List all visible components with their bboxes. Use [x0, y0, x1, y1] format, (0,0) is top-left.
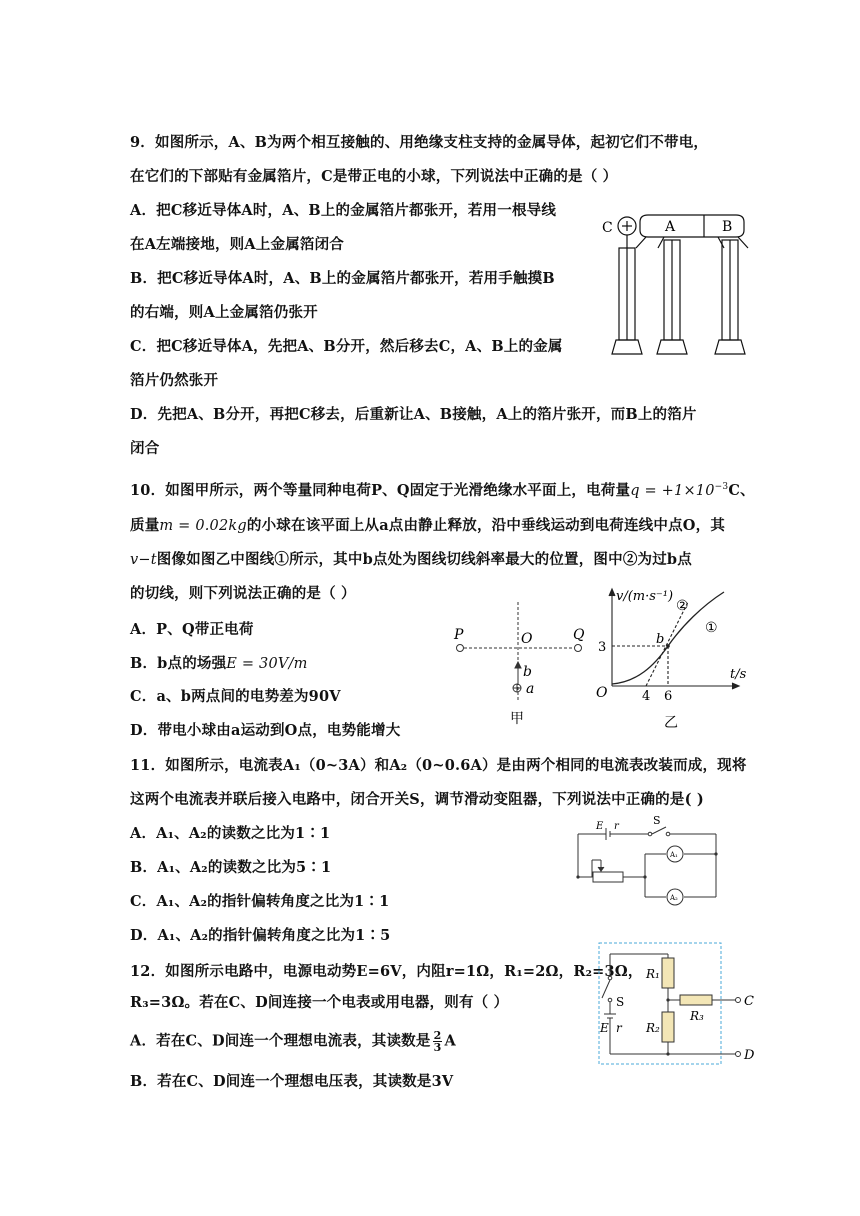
q10-stem-line1	[130, 477, 755, 501]
q10-mass-value: m = 0.02kg	[159, 518, 247, 534]
q12-fig-label-r3: R₃	[690, 1009, 704, 1023]
q12-fig-label-e: E	[600, 1021, 609, 1035]
q10-option-b-text: B．b点的场强	[130, 655, 227, 672]
q12-fig-label-d: D	[744, 1048, 755, 1063]
q10-stem-text2c: 的小球在该平面上从a点由静止释放，沿中垂线运动到电荷连线中点O，其	[246, 517, 726, 534]
q10-jia-label-q: Q	[573, 627, 585, 643]
q12-stem-line2: R₃=3Ω。若在C、D间连接一个电表或用电器，则有（ ）	[130, 994, 509, 1011]
q10-jia-label-p: P	[454, 627, 464, 643]
q11-stem-line2: 这两个电流表并联后接入电路中，闭合开关S，调节滑动变阻器，下列说法中正确的是( )	[130, 791, 704, 808]
q10-yi-tick-4: 4	[642, 689, 651, 704]
q10-vt-symbol: v−t	[130, 552, 157, 568]
q10-yi-xlabel: t/s	[730, 667, 747, 682]
q12-fig-label-s: S	[616, 995, 625, 1009]
charge-p-icon	[457, 645, 464, 652]
q10-option-b	[130, 654, 308, 674]
q9-option-a-line2: 在A左端接地，则A上金属箔闭合	[130, 236, 344, 253]
q10-jia-caption: 甲	[510, 711, 524, 727]
q10-jia-label-o: O	[521, 631, 533, 647]
q11-option-d: D．A₁、A₂的指针偏转角度之比为1∶5	[130, 927, 391, 944]
q12-option-a-text: A．若在C、D间连一个理想电流表，其读数是	[130, 1032, 431, 1050]
q12-option-a-unit: A	[444, 1032, 456, 1050]
q11-option-c: C．A₁、A₂的指针偏转角度之比为1∶1	[130, 893, 390, 910]
q12-fraction-denominator: 3	[433, 1041, 442, 1054]
q12-fig-label-r1: R₁	[646, 967, 660, 981]
q12-option-a	[130, 1030, 456, 1053]
q10-charge-unit: C、	[728, 481, 755, 499]
q10-charge-exponent: −3	[714, 482, 729, 492]
q10-stem-text3: 图像如图乙中图线①所示，其中b点处为图线切线斜率最大的位置，图中②为过b点	[156, 551, 692, 568]
q10-jia-label-a: a	[526, 681, 535, 697]
q10-option-d: D．带电小球由a运动到O点，电势能增大	[130, 722, 401, 739]
q11-stem-line1: 11．如图所示，电流表A₁（0~3A）和A₂（0~0.6A）是由两个相同的电流表改装而成，现将	[130, 757, 747, 774]
resistor-r1-icon	[662, 958, 674, 988]
q9-fig-label-b: B	[722, 219, 733, 235]
q9-option-a-line1: A．把C移近导体A时，A、B上的金属箔片都张开，若用一根导线	[130, 202, 557, 219]
q10-stem-text2a: 质量	[130, 517, 160, 534]
q11-option-b: B．A₁、A₂的读数之比为5∶1	[130, 859, 332, 876]
q10-figure-yi-vt-graph	[592, 586, 762, 746]
q9-option-d-line2: 闭合	[130, 440, 160, 457]
q9-stem-line1: 9．如图所示，A、B为两个相互接触的、用绝缘支柱支持的金属导体，起初它们不带电，	[130, 134, 709, 151]
resistor-r2-icon	[662, 1012, 674, 1042]
q11-fig-label-a1: A₁	[670, 851, 678, 859]
q9-stem-line2: 在它们的下部贴有金属箔片，C是带正电的小球，下列说法中正确的是（ ）	[130, 168, 618, 185]
q10-stem-line4: 的切线，则下列说法正确的是（ ）	[130, 585, 356, 602]
q10-yi-tick-3: 3	[598, 640, 607, 655]
q11-option-a: A．A₁、A₂的读数之比为1∶1	[130, 825, 331, 842]
q12-fraction-numerator: 2	[433, 1029, 442, 1042]
q9-option-b-line2: 的右端，则A上金属箔仍张开	[130, 304, 318, 321]
q12-circuit-figure	[596, 940, 766, 1068]
q12-fig-label-c: C	[744, 994, 754, 1009]
q10-yi-tangent-2	[646, 602, 688, 686]
q9-option-c-line1: C．把C移近导体A，先把A、B分开，然后移去C，A、B上的金属	[130, 338, 563, 355]
q12-fig-label-r: r	[616, 1021, 622, 1035]
q10-figure-jia	[448, 596, 593, 746]
q10-yi-origin: O	[596, 685, 608, 701]
q10-stem-line3	[130, 550, 692, 570]
q9-option-d-line1: D．先把A、B分开，再把C移去，后重新让A、B接触，A上的箔片张开，而B上的箔片	[130, 406, 697, 423]
q10-stem-text1: 10．如图甲所示，两个等量同种电荷P、Q固定于光滑绝缘水平面上，电荷量	[130, 481, 631, 499]
q12-fig-label-r2: R₂	[646, 1021, 660, 1035]
q9-fig-label-a: A	[665, 219, 676, 235]
q10-charge-value: q = +1×10	[630, 482, 715, 499]
resistor-r3-icon	[680, 995, 712, 1005]
q10-jia-label-b: b	[523, 664, 532, 680]
q10-yi-label-b: b	[656, 632, 665, 647]
charge-q-icon	[575, 645, 582, 652]
q9-option-b-line1: B．把C移近导体A时，A、B上的金属箔片都张开，若用手触摸B	[130, 270, 555, 287]
q12-stem-line1: 12．如图所示电路中，电源电动势E=6V，内阻r=1Ω，R₁=2Ω，R₂=3Ω，	[130, 963, 643, 980]
q9-option-c-line2: 箔片仍然张开	[130, 372, 219, 389]
q12-option-a-fraction	[433, 1030, 443, 1053]
q11-circuit-figure	[568, 814, 728, 914]
q11-fig-label-s: S	[653, 814, 661, 827]
q10-field-value: E = 30V/m	[226, 656, 308, 672]
q12-option-b: B．若在C、D间连一个理想电压表，其读数是3V	[130, 1073, 454, 1090]
q9-fig-label-c: C	[602, 220, 613, 236]
q11-fig-label-a2: A₂	[670, 894, 678, 902]
q9-conductor-figure	[598, 210, 758, 360]
switch-s-icon	[602, 980, 610, 998]
rheostat-icon	[593, 872, 623, 882]
q10-yi-caption: 乙	[664, 715, 678, 731]
switch-icon	[652, 827, 666, 834]
q10-option-c: C．a、b两点间的电势差为90V	[130, 688, 341, 705]
q10-yi-label-curve2: ②	[676, 598, 689, 614]
q11-fig-label-r: r	[614, 821, 619, 832]
q10-yi-ylabel: v/(m·s⁻¹)	[616, 589, 674, 604]
q10-stem-line2	[130, 516, 725, 536]
q11-fig-label-e: E	[596, 821, 604, 832]
q10-option-a: A．P、Q带正电荷	[130, 621, 254, 638]
q10-yi-label-curve1: ①	[705, 620, 718, 636]
q10-yi-curve-1	[612, 592, 724, 684]
q10-yi-tick-6: 6	[664, 689, 673, 704]
